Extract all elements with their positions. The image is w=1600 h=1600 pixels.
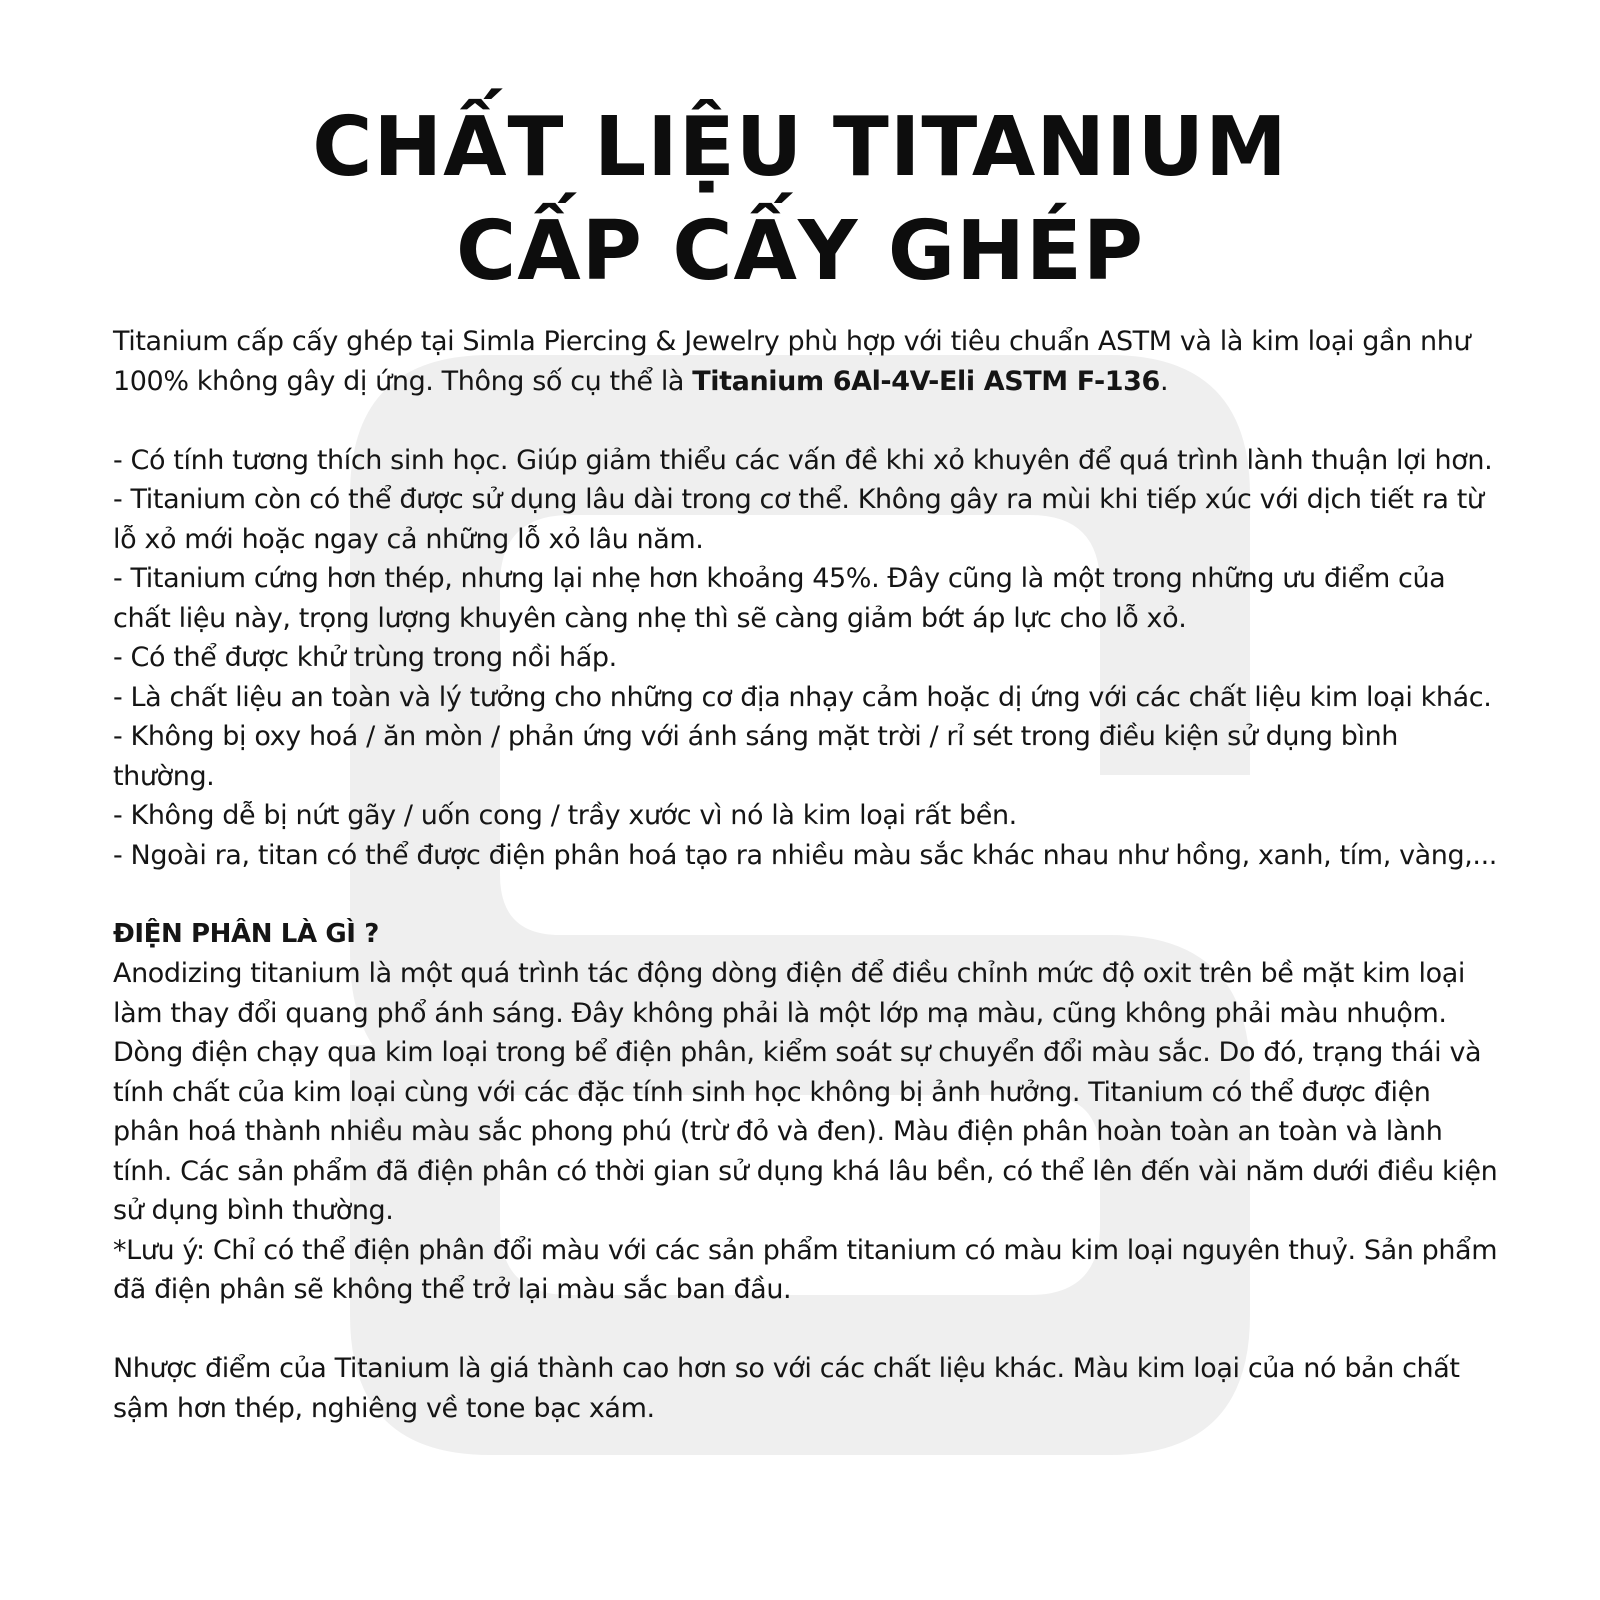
title-line-2: CẤP CẤY GHÉP	[456, 204, 1144, 299]
anodizing-paragraph: Anodizing titanium là một quá trình tác động dòng điện để điều chỉnh mức độ oxit trên bề mặt kim loại làm thay đổi quang phổ ánh sáng. Đây không phải là một lớp mạ màu, cũng không phải màu nhuộm. Dòng điện chạy qua kim loại trong bể điện phân, kiểm soát sự chuyển đổi màu sắc. Do đó, trạng thái và tính chất của kim loại cùng với các đặc tính sinh học không bị ảnh hưởng. Titanium có thể được điện phân hoá thành nhiều màu sắc phong phú (trừ đỏ và đen). Màu điện phân hoàn toàn an toàn và lành tính. Các sản phẩm đã điện phân có thời gian sử dụng khá lâu bền, có thể lên đến vài năm dưới điều kiện sử dụng bình thường.	[113, 958, 1498, 1226]
bullet-item: - Có tính tương thích sinh học. Giúp giảm thiểu các vấn đề khi xỏ khuyên để quá trình lành thuận lợi hơn.	[113, 444, 1493, 476]
document-body	[113, 322, 1503, 1428]
anodizing-note: *Lưu ý: Chỉ có thể điện phân đổi màu với các sản phẩm titanium có màu kim loại nguyên thuỷ. Sản phẩm đã điện phân sẽ không thể trở lại màu sắc ban đầu.	[113, 1234, 1498, 1305]
section-heading: ĐIỆN PHÂN LÀ GÌ ?	[113, 918, 379, 949]
bullet-item: - Titanium còn có thể được sử dụng lâu dài trong cơ thể. Không gây ra mùi khi tiếp xúc với dịch tiết ra từ lỗ xỏ mới hoặc ngay cả những lỗ xỏ lâu năm.	[113, 484, 1484, 555]
page-title	[0, 96, 1600, 304]
drawback-paragraph: Nhược điểm của Titanium là giá thành cao hơn so với các chất liệu khác. Màu kim loại của nó bản chất sậm hơn thép, nghiêng về tone bạc xám.	[113, 1353, 1460, 1424]
bullet-item: - Không bị oxy hoá / ăn mòn / phản ứng với ánh sáng mặt trời / rỉ sét trong điều kiện sử dụng bình thường.	[113, 721, 1399, 792]
intro-paragraph	[113, 322, 1503, 401]
bullet-item: - Là chất liệu an toàn và lý tưởng cho những cơ địa nhạy cảm hoặc dị ứng với các chất liệu kim loại khác.	[113, 681, 1492, 713]
bullet-item: - Titanium cứng hơn thép, nhưng lại nhẹ hơn khoảng 45%. Đây cũng là một trong những ưu điểm của chất liệu này, trọng lượng khuyên càng nhẹ thì sẽ càng giảm bớt áp lực cho lỗ xỏ.	[113, 563, 1446, 634]
title-line-1: CHẤT LIỆU TITANIUM	[312, 100, 1288, 195]
bullet-item: - Có thể được khử trùng trong nồi hấp.	[113, 642, 617, 673]
bullet-item: - Không dễ bị nứt gãy / uốn cong / trầy xước vì nó là kim loại rất bền.	[113, 800, 1017, 831]
intro-spec: Titanium 6Al-4V-Eli ASTM F-136	[692, 365, 1160, 397]
bullet-item: - Ngoài ra, titan có thể được điện phân hoá tạo ra nhiều màu sắc khác nhau như hồng, xanh, tím, vàng,...	[113, 839, 1497, 871]
intro-text: Titanium cấp cấy ghép tại Simla Piercing & Jewelry phù hợp với tiêu chuẩn ASTM và là kim loại gần như 100% không gây dị ứng. Thông số cụ thể là	[113, 326, 1471, 397]
intro-end: .	[1159, 365, 1169, 397]
